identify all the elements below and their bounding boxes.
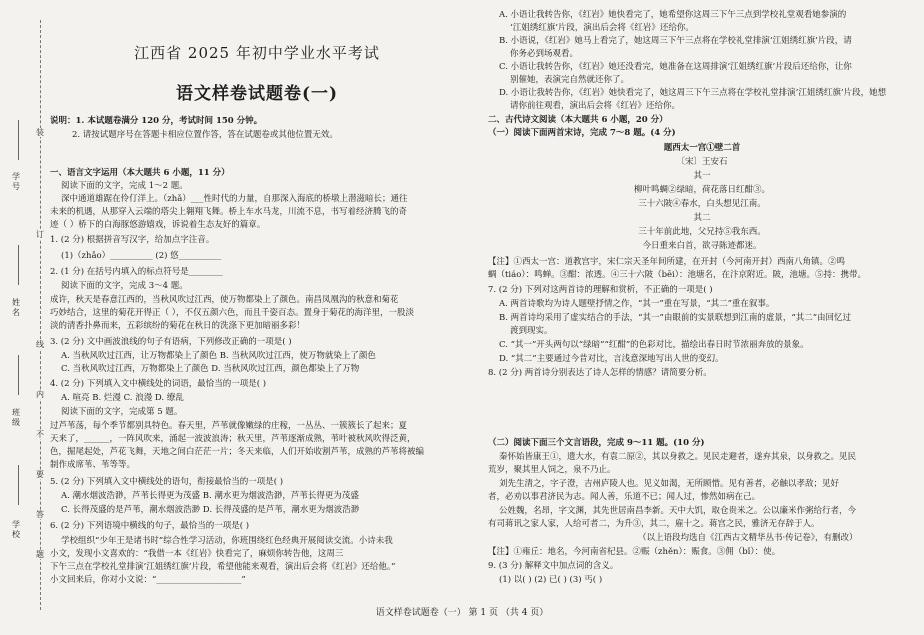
text-line: 制作成席苇、苇等等。 [50, 460, 136, 470]
text-line: 有司蒋讯之家人家，人给可者二，为升③，其二，雇十之。蒋宫之民，雅济无存辞于人。 [488, 519, 820, 529]
text-line: 巧妙结合，这里的菊花开得正（ ），不仅五颜六色，而且千姿百态。置身于菊花的海洋里，一股淡 [50, 308, 414, 318]
instructions-line: 说明：1. 本试题卷满分 120 分，考试时间 150 分钟。 [50, 116, 263, 126]
question-6: 6. (2 分) 下列语境中横线的句子，最恰当的一项是( ) [50, 521, 250, 531]
option-line: A. 两首诗歌均为诗人题壁抒情之作，“其一”重在写景，“其二”重在叙事。 [499, 299, 775, 309]
annotation-line: 蜩（tiáo）：鸣蝉。③酣：浓透。④三十六陂（bēi）：池塘名，在汴京附近。陂，池塘。⑤持：携带。 [488, 270, 867, 280]
option-line: C. 当秋风吹过江西，万物都染上了颜色 D. 当秋风吹过江西，颜色都染上了万物 [61, 364, 360, 374]
option-line: 渡到现实。 [510, 326, 553, 336]
subsection-heading: （二）阅读下面三个文言语段，完成 9～11 题。(10 分) [488, 438, 705, 448]
page-footer: 语文样卷试题卷（一） 第 1 页 （共 4 页） [375, 608, 549, 618]
poem-part: 其二 [693, 213, 711, 223]
option-line: D. “其二”主要通过今昔对比，言浅意深地写出人世的变幻。 [499, 354, 724, 364]
poem-line: 今日重来白首，欲寻陈迹都迷。 [642, 241, 762, 251]
binding-mark: 不 [36, 430, 44, 439]
name-blank[interactable] [18, 245, 19, 285]
binding-mark: 订 [36, 230, 44, 239]
option-line: B. 两首诗均采用了虚实结合的手法，“其一”由眼前的实景联想到江南的虚景，“其二”由回忆过 [499, 313, 852, 323]
text-line: 者，必劝以事君济民为志。闻人善，乐道不已；闻人过，惨然如病在己。 [488, 492, 761, 502]
exam-title: 江西省 2025 年初中学业水平考试 [134, 44, 380, 62]
text-line: 小文，发现小文喜欢的：“我借一本《红岩》快看完了，麻烦你转告他，这周三 [50, 549, 344, 559]
option-line: D. 小语让我转告你，《红岩》她快看完了，她这周三下午三点将在学校礼堂排演‘江姐绣红旗’片段，她想 [499, 88, 887, 98]
text-line: 下午三点在学校礼堂排演‘江姐绣红旗’片段，希望他能来观看，演出后会将《红岩》还给他。” [50, 562, 396, 572]
text-line: 荒岁，聚其里人饲之，泉不乃止。 [488, 465, 616, 475]
binding-mark: 内 [36, 390, 44, 399]
option-line: ‘江姐绣红旗’片段，演出后会将《红岩》还给你。 [510, 23, 694, 33]
answer-blank-line[interactable]: (1)（zhǎo）__________ (2) 悠__________ [61, 251, 222, 261]
annotation-line: 【注】①雍丘：地名，今河南省杞县。②赈（zhěn）：赈食。③佣（bǐ）：使。 [488, 547, 781, 557]
paper-title: 语文样卷试题卷(一) [175, 84, 339, 104]
text-line: 深中通道雄踞在伶仃洋上。（zhǎ）___性时代的力量，自那深入海底的桥墩上潜滋暗长；通往 [61, 194, 408, 204]
poem-line: 三十年前此地，父兄持⑤我东西。 [638, 227, 766, 237]
class-label: 班级 [12, 408, 20, 427]
question-7: 7. (2 分) 下列对这两首诗的理解和赏析，不正确的一项是( ) [488, 285, 713, 295]
instructions-line: 2. 请按试题序号在答题卡相应位置作答，答在试题卷或其他位置无效。 [72, 130, 338, 140]
binding-margin [6, 10, 42, 610]
student-number-blank[interactable] [18, 120, 19, 160]
option-line: C. “其一”开头两句以“绿暗”“红酣”的色彩对比，描绘出春日时节浓丽奔放的景象。 [499, 340, 809, 350]
text-line: 公姓魏，名昂，字文渊，其先世居南昌李新。天中大饥，取仓贵米之。公以廉米作粥给行者，今 [499, 506, 857, 516]
text-line: 过芦苇荡，每个季节都别具特色。春天里，芦苇就像嫩绿的庄稼，一丛丛、一簇簇长了起来；夏 [50, 421, 408, 431]
text-line: 淡的清香扑鼻而来，五彩缤纷的菊花在秋日的洗涤下更加暗丽多彩！ [50, 321, 306, 331]
text-line: 学校组织“少年王是诸书时”综合性学习活动，你班围绕红色经典开展阅读交流。小诗未我 [61, 536, 393, 546]
answer-blank-line[interactable]: 小文回来后，你对小文说：“____________________” [50, 575, 246, 585]
question-9: 9. (3 分) 解释文中加点词的含义。 [488, 561, 619, 571]
question-3: 3. (2 分) 文中画波浪线的句子有语病，下列修改正确的一项是( ) [50, 337, 292, 347]
text-line: 天来了，______，一阵风吹来，涌起一波波浪涛；秋天里，芦苇逐渐成熟，苇叶被秋风吹得泛黄， [50, 434, 416, 444]
option-line: B. 小语说，《红岩》她马上看完了，她这周三下午三点将在学校礼堂排演‘江姐绣红旗’片段，请 [499, 36, 852, 46]
text-line: 迹（ ）桥下的白海豚悠游嬉戏，诉说着生态友好的篇章。 [50, 220, 266, 230]
text-line: 刘先生清之，字子澄，吉州庐陵人也。见义如渴，无所顾惜。见有善者，必触以孝敌；见好 [499, 479, 840, 489]
option-line: 请你前往观看，演出后会将《红岩》还给你。 [510, 101, 681, 111]
option-line: C. 长得茂盛的是芦苇，潮水烟波浩渺 D. 长得茂盛的是芦苇，潮水更为烟波浩渺 [61, 505, 360, 515]
option-line: A. 潮水烟波浩渺，芦苇长得更为茂盛 B. 潮水更为烟波浩渺，芦苇长得更为茂盛 [61, 491, 359, 501]
binding-mark: 线 [36, 340, 44, 349]
annotation-line: 【注】①西太一宫：道教宫宇，宋仁宗天圣年间所建，在开封（今河南开封）西南八角镇。②鸣 [488, 257, 846, 267]
binding-mark: 题 [36, 550, 44, 559]
poem-author: 〔宋〕王安石 [676, 157, 728, 167]
question-1: 1. (2 分) 根据拼音写汉字，给加点字注音。 [50, 235, 215, 245]
poem-line: 三十六陂④春水，白头想见江南。 [638, 199, 766, 209]
option-line: A. 当秋风吹过江西，让万物都染上了颜色 B. 当秋风吹过江西，使万物就染上了颜色 [61, 351, 376, 361]
binding-dashed-line [40, 20, 41, 610]
option-line: A. 小语让我转告你，《红岩》她快看完了，她希望你这周三下午三点到学校礼堂观看她参演的 [499, 10, 847, 20]
source-note: （以上语段均选自《江西古文精华丛书·传记卷》，有删改） [638, 533, 858, 543]
school-blank[interactable] [18, 465, 19, 505]
poem-part: 其一 [693, 171, 711, 181]
answer-blank-line[interactable]: (1) 以( ) (2) 已( ) (3) 丐( ) [499, 575, 603, 585]
option-line: C. 小语让我转告你，《红岩》她还没看完，她准备在这周排演‘江姐绣红旗’片段后还给你，让你 [499, 62, 852, 72]
section-heading: 二、古代诗文阅读（本大题共 6 小题，20 分） [488, 115, 668, 125]
text-line: 色，掘尾起处，芦花飞舞，天地之间白茫茫一片；冬天来临，人们开始收割芦苇，成熟的芦苇将被编 [50, 447, 425, 457]
class-blank[interactable] [18, 355, 19, 395]
poem-line: 柳叶鸣蜩②绿暗，荷花落日红酣③。 [633, 185, 770, 195]
text-line: 阅读下面的文字，完成 3～4 题。 [61, 281, 188, 291]
text-line: 成许，秋天是春意江西的，当秋风吹过江西，使万物都染上了颜色。南昌凤凰沟的秋意和菊花 [50, 295, 399, 305]
text-line: 秦怀始皆康王①，遗大水，有袁二原②，其以身救之。见民走避者，遂弃其泉，以身救之。见民 [499, 452, 857, 462]
option-line: A. 喧亮 B. 烂漫 C. 浪漫 D. 缭乱 [61, 393, 184, 403]
subsection-heading: （一）阅读下面两首宋诗，完成 7～8 题。(4 分) [488, 128, 676, 138]
option-line: 别催她，表演完自然就还你了。 [510, 75, 630, 85]
question-8: 8. (2 分) 两首诗分别表达了诗人怎样的情感？请简要分析。 [488, 368, 712, 378]
section-heading: 一、语言文字运用（本大题共 6 小题，11 分） [50, 168, 230, 178]
binding-mark: 装 [36, 128, 44, 137]
question-4: 4. (2 分) 下列填入文中横线处的词语，最恰当的一项是( ) [50, 379, 267, 389]
binding-mark: 答 [36, 510, 44, 519]
option-line: 你务必到场观看。 [510, 49, 579, 59]
name-label: 姓名 [12, 298, 20, 317]
question-2: 2. (1 分) 在括号内填入的标点符号是________ [50, 267, 223, 277]
text-line: 阅读下面的文字，完成第 5 题。 [61, 407, 183, 417]
binding-mark: 要 [36, 470, 44, 479]
question-5: 5. (2 分) 下列填入文中横线处的语句，衔接最恰当的一项是( ) [50, 477, 284, 487]
text-line: 未来的机遇，从那穿入云端的塔尖上翱翔飞舞。桥上车水马龙，川流不息，书写着经济腾飞的奇 [50, 207, 408, 217]
school-label: 学校 [12, 520, 20, 539]
poem-title: 题西太一宫①壁二首 [663, 143, 741, 153]
student-number-label: 学号 [12, 172, 20, 191]
text-line: 阅读下面的文字，完成 1～2 题。 [61, 181, 188, 191]
